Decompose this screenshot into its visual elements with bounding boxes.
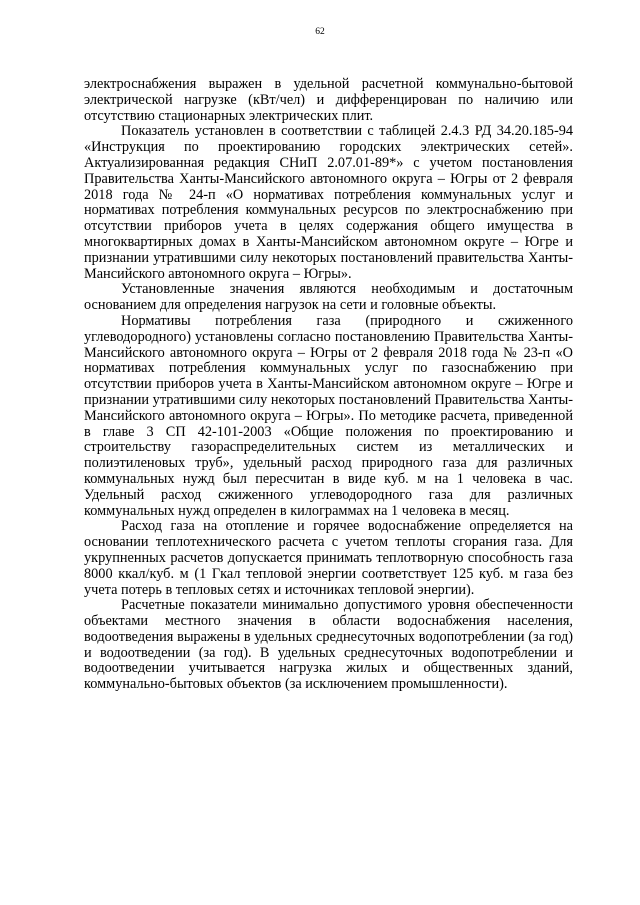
paragraph-electric-load: электроснабжения выражен в удельной расчетной коммунально-бытовой электрической нагрузке (кВт/чел) и дифференцирован по наличию или отсутствию стационарных электрических плит. (84, 76, 573, 124)
paragraph-gas-norms: Нормативы потребления газа (природного и сжиженного углеводородного) установлены согласно постановлению Правительства Ханты-Мансийского автономного округа – Югры от 2 февраля 2018 года № 23-п «О нормативах потребления коммунальных услуг по газоснабжению при отсутствии приборов учета в Ханты-Мансийском автономном округе – Югре и признании утратившими силу некоторых постановлений Правительства Ханты-Мансийского автономного округа – Югры». По методике расчета, приведенной в главе 3 СП 42-101-2003 «Общие положения по проектированию и строительству газораспределительных систем из металлических и полиэтиленовых труб», удельный расход природного газа для различных коммунальных нужд был пересчитан в виде куб. м на 1 человека в час. Удельный расход сжиженного углеводородного газа для различных коммунальных нужд определен в килограммах на 1 человека в месяц. (84, 312, 573, 519)
paragraph-water-supply: Расчетные показатели минимально допустимого уровня обеспеченности объектами местного значения в области водоснабжения населения, водоотведения выражены в удельных среднесуточных водопотреблении (за год) и водоотведении (за год). В удельных среднесуточных водопотреблении и водоотведении учитывается нагрузка жилых и общественных зданий, коммунально-бытовых объектов (за исключением промышленности). (84, 597, 573, 693)
paragraph-electric-standard: Показатель установлен в соответствии с таблицей 2.4.3 РД 34.20.185-94 «Инструкция по проектированию городских электрических сетей». Актуализированная редакция СНиП 2.07.01-89*» с учетом постановления Правительства Ханты-Мансийского автономного округа – Югры от 2 февраля 2018 года № 24-п «О нормативах потребления коммунальных услуг и нормативах потребления коммунальных ресурсов по электроснабжению при отсутствии приборов учета в целях содержания общего имущества в многоквартирных домах в Ханты-Мансийском автономном округе – Югре и признании утратившими силу некоторых постановлений правительства Ханты-Мансийского автономного округа – Югры». (84, 123, 573, 282)
page-number: 62 (315, 27, 325, 37)
document-body (84, 77, 573, 693)
paragraph-gas-heating: Расход газа на отопление и горячее водоснабжение определяется на основании теплотехнического расчета с учетом теплоты сгорания газа. Для укрупненных расчетов допускается принимать теплотворную способность газа 8000 ккал/куб. м (1 Гкал тепловой энергии соответствует 125 куб. м газа без учета потерь в тепловых сетях и источниках тепловой энергии). (84, 518, 573, 598)
paragraph-values-basis: Установленные значения являются необходимым и достаточным основанием для определения нагрузок на сети и головные объекты. (84, 281, 573, 314)
